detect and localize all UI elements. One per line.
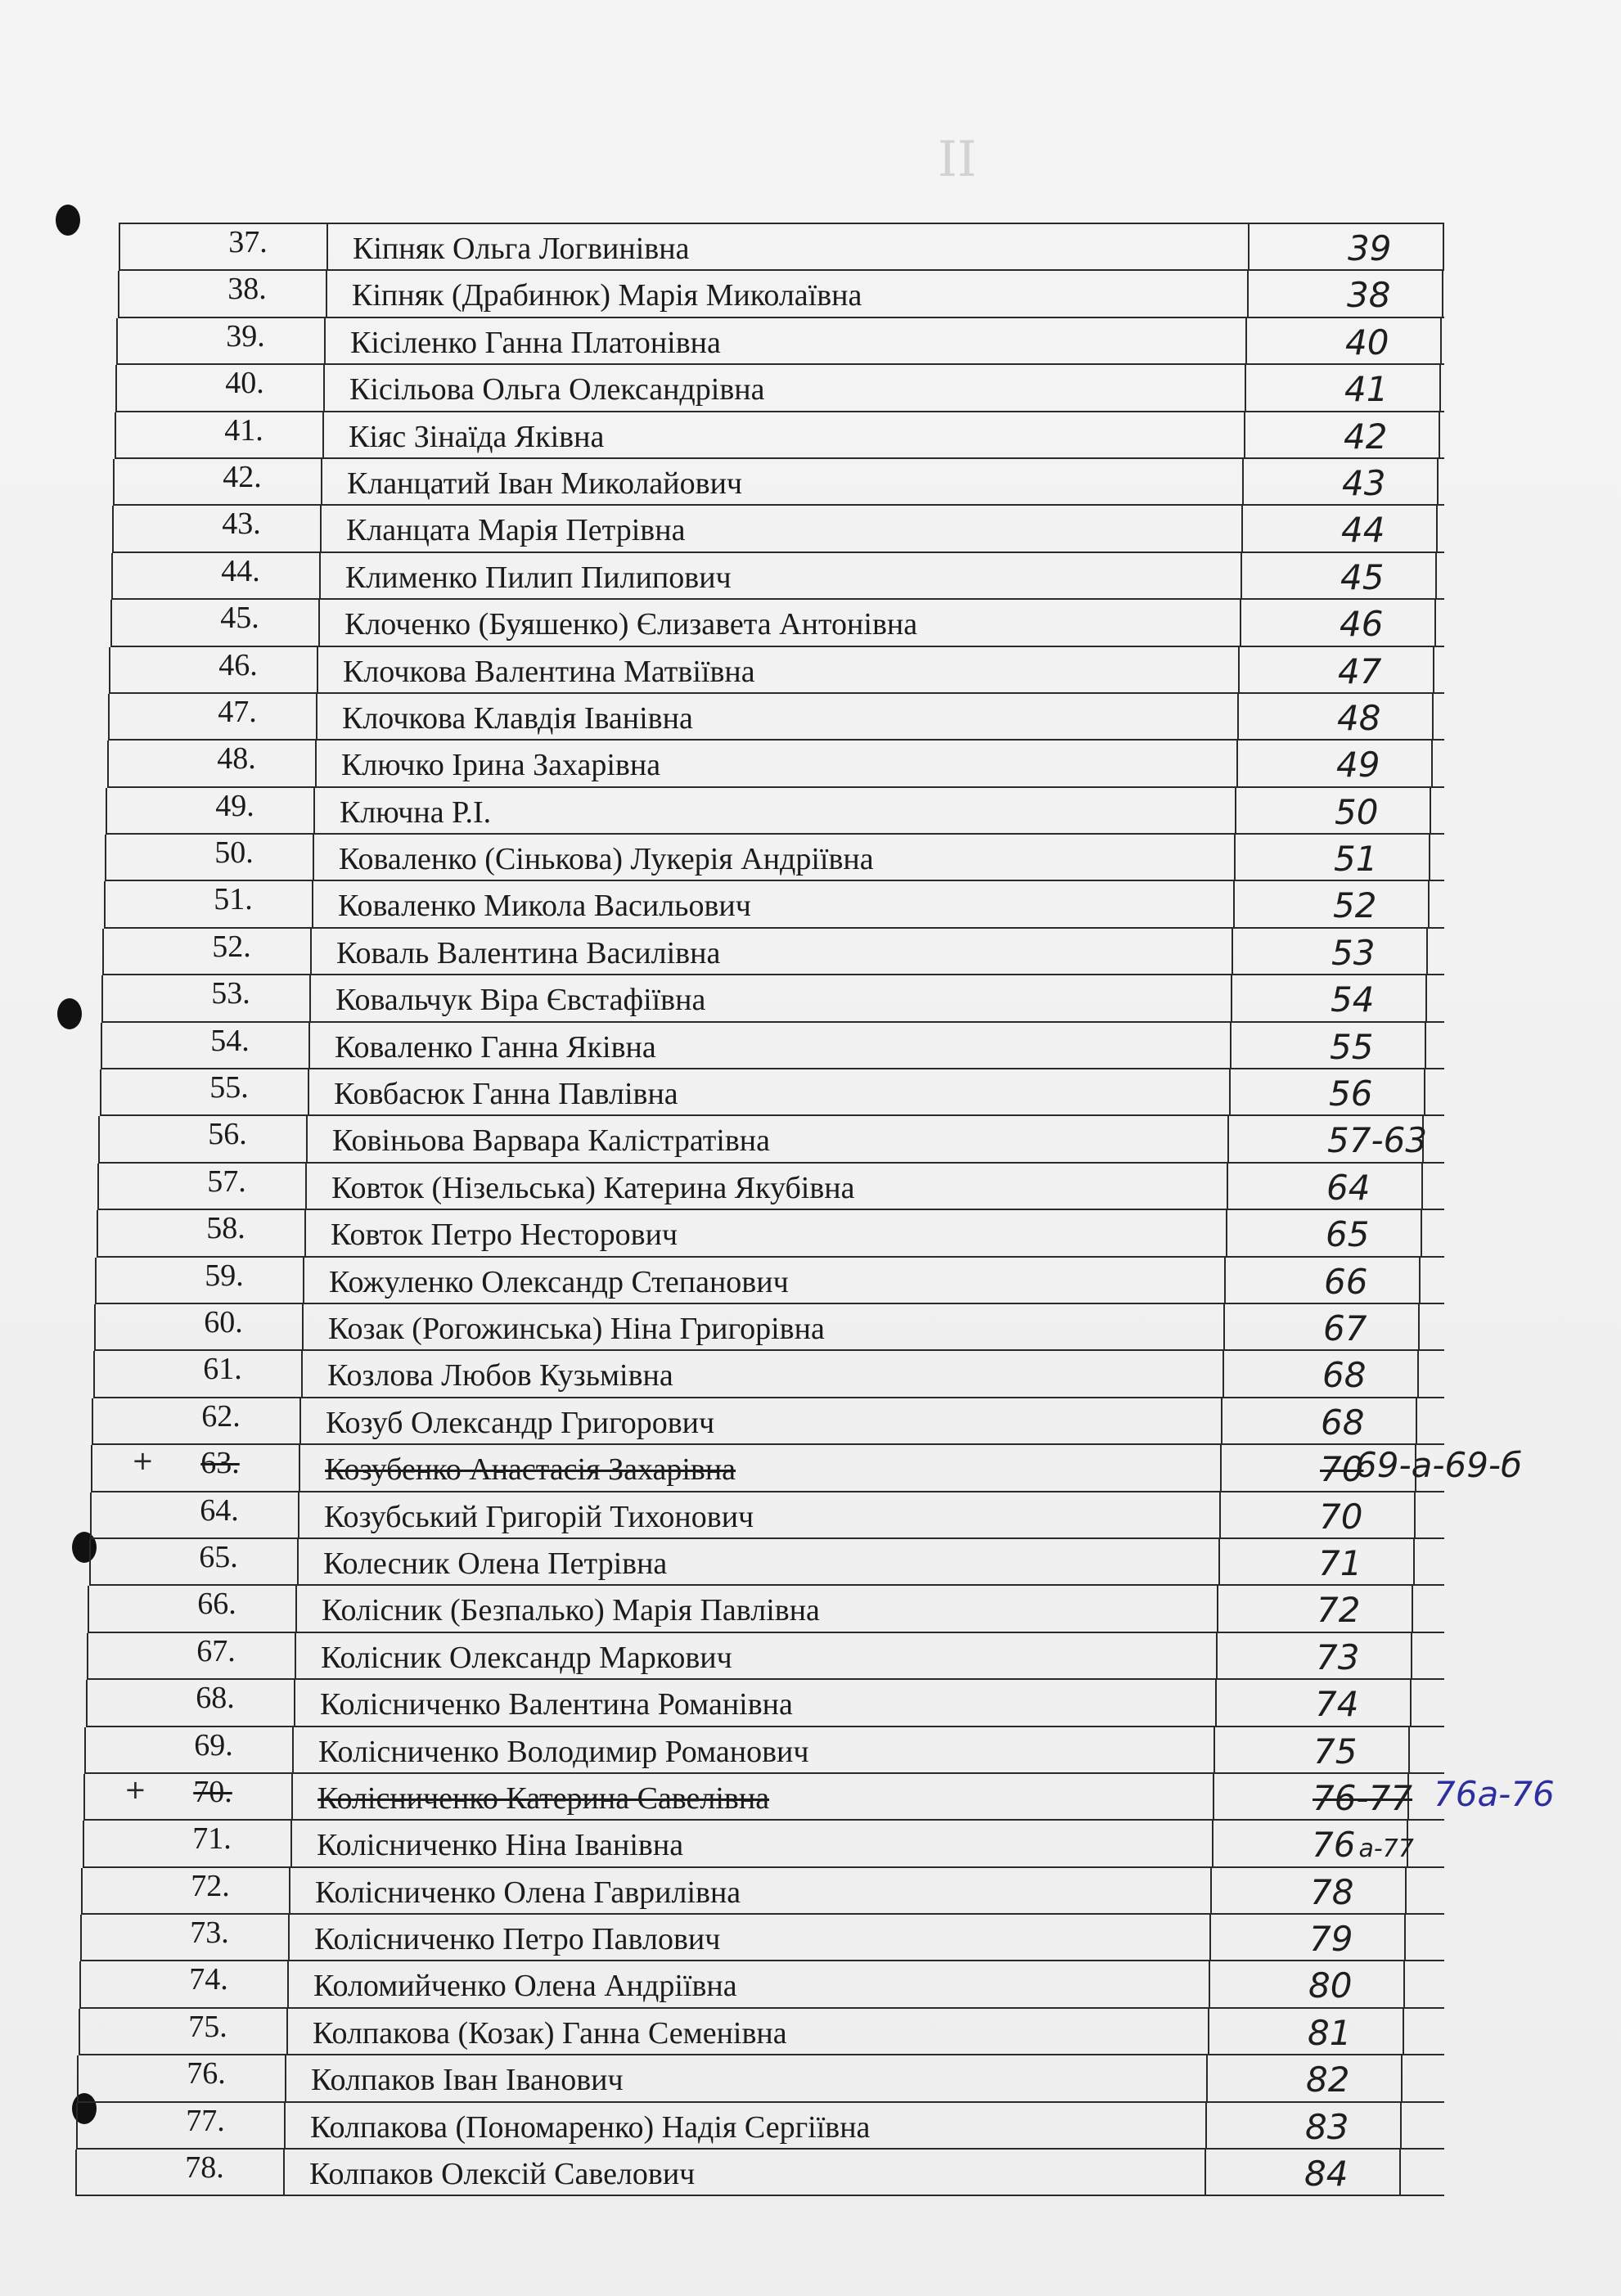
row-number: 78. <box>75 2150 285 2195</box>
table-row <box>98 1116 1444 1163</box>
person-name: Кланцата Марія Петрівна <box>322 506 1243 551</box>
page-value: 55 <box>1330 1026 1374 1067</box>
person-name: Ковбасюк Ганна Павлівна <box>309 1069 1231 1114</box>
person-name: Клименко Пилип Пилипович <box>321 553 1242 598</box>
person-name: Козубенко Анастасія Захарівна <box>300 1445 1222 1490</box>
page-number <box>1208 2055 1403 2100</box>
plus-mark: + <box>124 1773 146 1805</box>
page-value: 78 <box>1310 1871 1354 1912</box>
table-row <box>107 741 1444 787</box>
page-number <box>1245 412 1440 457</box>
row-number: 73. <box>80 1915 290 1960</box>
page-number <box>1206 2150 1401 2195</box>
table-row <box>79 2009 1444 2055</box>
row-number: 52. <box>102 929 312 974</box>
table-row <box>76 2103 1444 2150</box>
page-value: 42 <box>1344 416 1388 457</box>
page-number <box>1244 459 1439 504</box>
page-number <box>1232 1023 1426 1068</box>
page-number <box>1238 741 1433 786</box>
table-row <box>83 1773 1555 1821</box>
table-row <box>100 1069 1444 1116</box>
page-value: 67 <box>1323 1308 1367 1348</box>
row-number: 56. <box>98 1116 308 1161</box>
page-value: 43 <box>1342 462 1386 503</box>
row-number: 65. <box>89 1539 299 1584</box>
person-name: Колісниченко Петро Павлович <box>290 1915 1211 1960</box>
row-number: 59. <box>95 1258 304 1303</box>
handwritten-note: 76а-76 <box>1434 1773 1555 1814</box>
table-row <box>115 412 1444 459</box>
punch-hole <box>56 205 80 236</box>
row-number: 69. <box>84 1727 294 1772</box>
page-value: 72 <box>1317 1590 1361 1631</box>
page-number <box>1250 224 1444 269</box>
person-name: Коваленко Микола Васильович <box>313 881 1235 926</box>
page-value: 70 <box>1319 1496 1363 1537</box>
page-value: 83 <box>1305 2106 1349 2147</box>
table-row <box>86 1680 1444 1727</box>
person-name: Колісниченко Олена Гаврилівна <box>290 1868 1212 1913</box>
page-value: 82 <box>1306 2060 1350 2100</box>
page-number <box>1207 2103 1402 2148</box>
page-value: 54 <box>1331 979 1375 1020</box>
page-value: 52 <box>1333 885 1377 926</box>
page-number <box>1228 1164 1423 1209</box>
person-name: Коваленко Ганна Яківна <box>310 1023 1232 1068</box>
person-name: Кіпняк (Драбинюк) Марія Миколаївна <box>327 271 1249 316</box>
person-name: Козубський Григорій Тихонович <box>299 1492 1221 1537</box>
table-row <box>119 223 1444 271</box>
page-number <box>1236 788 1431 833</box>
table-row <box>94 1304 1444 1351</box>
page-number <box>1247 318 1442 363</box>
person-name: Колпаков Іван Іванович <box>286 2055 1208 2100</box>
row-number: 71. <box>83 1821 292 1866</box>
row-number: 39. <box>116 318 326 363</box>
table-row <box>105 835 1444 881</box>
person-name: Ковальчук Віра Євстафіївна <box>311 975 1232 1020</box>
page-number <box>1209 2009 1404 2054</box>
table-row <box>88 1586 1444 1632</box>
row-number: 37. <box>119 224 328 269</box>
plus-mark: + <box>132 1445 154 1477</box>
page-number <box>1227 1210 1422 1255</box>
table-row <box>110 600 1444 646</box>
page-value: 65 <box>1326 1214 1370 1255</box>
person-name: Кіяс Зінаїда Яківна <box>324 412 1245 457</box>
page-number <box>1226 1258 1421 1303</box>
row-number: 62. <box>92 1398 301 1443</box>
page-value: 76 <box>1312 1825 1356 1866</box>
person-name: Ковток (Нізельська) Катерина Якубівна <box>307 1164 1228 1209</box>
page-number <box>1242 553 1437 598</box>
page-value: 68 <box>1321 1402 1365 1443</box>
page-number <box>1223 1398 1417 1443</box>
page-number <box>1229 1116 1428 1161</box>
page-value: 57-63 <box>1327 1120 1428 1161</box>
row-number: 45. <box>110 600 320 645</box>
table-row <box>89 1539 1444 1586</box>
page-value: 84 <box>1304 2154 1349 2195</box>
page-number <box>1212 1868 1407 1913</box>
table-row <box>118 271 1444 317</box>
table-row <box>84 1727 1444 1774</box>
table-row <box>108 694 1444 741</box>
page-number <box>1240 647 1434 692</box>
page-value: 64 <box>1326 1167 1371 1208</box>
page-number <box>1210 1961 1405 2006</box>
table-row <box>75 2150 1444 2196</box>
person-name: Клоченко (Буяшенко) Єлизавета Антонівна <box>320 600 1241 645</box>
page-value: 68 <box>1322 1355 1367 1396</box>
register-table <box>119 223 1555 2196</box>
page-value: 53 <box>1331 932 1376 973</box>
table-row <box>97 1164 1444 1210</box>
person-name: Ключко Ірина Захарівна <box>317 741 1238 786</box>
table-row <box>101 975 1444 1022</box>
table-row <box>93 1351 1444 1398</box>
person-name: Колісниченко Валентина Романівна <box>295 1680 1217 1725</box>
page-value: 75 <box>1313 1731 1358 1772</box>
table-row <box>115 365 1444 412</box>
row-number: 46. <box>109 647 318 692</box>
page-value: 46 <box>1340 604 1384 645</box>
table-row <box>106 788 1444 835</box>
page-number <box>1211 1915 1406 1960</box>
page-value: 79 <box>1309 1919 1353 1960</box>
person-name: Кісільова Ольга Олександрівна <box>325 365 1246 410</box>
page-number <box>1224 1351 1419 1396</box>
table-row <box>102 929 1444 975</box>
row-number: 53. <box>101 975 311 1020</box>
page-number <box>1239 694 1434 739</box>
punch-hole <box>57 998 82 1029</box>
table-row <box>104 881 1444 928</box>
table-row <box>92 1398 1444 1445</box>
row-number: 38. <box>118 271 327 316</box>
person-name: Колесник Олена Петрівна <box>299 1539 1220 1584</box>
row-number: 76. <box>77 2055 286 2100</box>
page-value: 71 <box>1318 1542 1362 1583</box>
page-number <box>1215 1727 1410 1772</box>
person-name: Коломийченко Олена Андріївна <box>289 1961 1210 2006</box>
table-row <box>87 1633 1444 1680</box>
page-value: 74 <box>1315 1684 1359 1725</box>
row-number: 48. <box>107 741 317 786</box>
page-value: 44 <box>1341 510 1385 551</box>
page-number <box>1243 506 1438 551</box>
page-value: 56 <box>1329 1074 1373 1114</box>
row-number: 63. <box>91 1445 300 1490</box>
page-number <box>1221 1492 1416 1537</box>
page-value: 51 <box>1334 839 1378 880</box>
page-number <box>1231 1069 1425 1114</box>
row-number: 74. <box>79 1961 289 2006</box>
table-row <box>112 506 1444 552</box>
person-name: Колпакова (Пономаренко) Надія Сергіївна <box>286 2103 1207 2148</box>
table-row <box>81 1868 1444 1915</box>
table-row <box>113 459 1444 506</box>
row-number: 61. <box>93 1351 303 1396</box>
page-value: 45 <box>1340 556 1385 597</box>
person-name: Коваль Валентина Василівна <box>312 929 1233 974</box>
table-row <box>90 1492 1444 1539</box>
table-row <box>79 1961 1444 2008</box>
row-number: 66. <box>88 1586 297 1631</box>
person-name: Колпаков Олексій Савелович <box>285 2150 1206 2195</box>
page-number <box>1225 1304 1420 1349</box>
row-number: 70. <box>83 1774 293 1819</box>
page-number <box>1236 835 1430 880</box>
person-name: Колісниченко Катерина Савелівна <box>293 1774 1214 1819</box>
table-row <box>111 553 1444 600</box>
page-number <box>1232 975 1427 1020</box>
person-name: Кіпняк Ольга Логвинівна <box>328 224 1250 269</box>
page-value: 66 <box>1324 1261 1368 1302</box>
row-number: 57. <box>97 1164 307 1209</box>
person-name: Козлова Любов Кузьмівна <box>303 1351 1224 1396</box>
page-number <box>1233 929 1428 974</box>
row-number: 60. <box>94 1304 304 1349</box>
row-number: 47. <box>108 694 317 739</box>
page-annotation: а-77 <box>1358 1835 1414 1864</box>
row-number: 55. <box>100 1069 309 1114</box>
row-number: 77. <box>76 2103 286 2148</box>
page-number <box>1246 365 1441 410</box>
page-number <box>1249 271 1443 316</box>
page-number <box>1241 600 1436 645</box>
page-value: 73 <box>1316 1636 1360 1677</box>
person-name: Козак (Рогожинська) Ніна Григорівна <box>304 1304 1225 1349</box>
row-number: 44. <box>111 553 321 598</box>
person-name: Ключна Р.І. <box>315 788 1236 833</box>
table-row <box>95 1258 1444 1304</box>
page-number <box>1214 1774 1413 1819</box>
page-value: 81 <box>1308 2012 1352 2053</box>
handwritten-note: 69-а-69-б <box>1355 1445 1522 1486</box>
person-name: Колісниченко Володимир Романович <box>294 1727 1215 1772</box>
page-number <box>1220 1539 1415 1584</box>
row-number: 75. <box>79 2009 288 2054</box>
row-number: 67. <box>87 1633 296 1678</box>
person-name: Клочкова Валентина Матвіївна <box>318 647 1240 692</box>
table-row <box>77 2055 1444 2102</box>
row-number: 64. <box>90 1492 299 1537</box>
archive-mark: II <box>938 131 977 188</box>
person-name: Ковіньова Варвара Калістратівна <box>308 1116 1229 1161</box>
row-number: 40. <box>115 365 325 410</box>
row-number: 54. <box>101 1023 310 1068</box>
row-number: 49. <box>106 788 315 833</box>
row-number: 72. <box>81 1868 290 1913</box>
page-value: 38 <box>1347 275 1391 316</box>
page-value: 50 <box>1335 791 1379 832</box>
page-number <box>1218 1633 1412 1678</box>
page-value: 40 <box>1345 322 1389 362</box>
person-name: Колісник (Безпалько) Марія Павлівна <box>297 1586 1218 1631</box>
row-number: 68. <box>86 1680 295 1725</box>
person-name: Колісник Олександр Маркович <box>296 1633 1218 1678</box>
person-name: Коваленко (Сінькова) Лукерія Андріївна <box>314 835 1236 880</box>
page-value: 39 <box>1348 228 1392 268</box>
table-row <box>91 1445 1522 1492</box>
page-number <box>1213 1821 1414 1866</box>
page-value: 70 <box>1320 1449 1364 1490</box>
table-row <box>116 318 1444 365</box>
page-value: 48 <box>1337 697 1381 738</box>
page-number <box>1218 1586 1413 1631</box>
page-value: 47 <box>1338 651 1382 691</box>
row-number: 58. <box>97 1210 306 1255</box>
table-row <box>80 1915 1444 1961</box>
table-row <box>101 1023 1444 1069</box>
person-name: Кісіленко Ганна Платонівна <box>326 318 1247 363</box>
person-name: Козуб Олександр Григорович <box>301 1398 1223 1443</box>
page-number <box>1235 881 1430 926</box>
person-name: Колісниченко Ніна Іванівна <box>292 1821 1213 1866</box>
row-number: 50. <box>105 835 314 880</box>
row-number: 43. <box>112 506 322 551</box>
row-number: 42. <box>113 459 322 504</box>
row-number: 41. <box>115 412 324 457</box>
row-number: 51. <box>104 881 313 926</box>
table-row <box>97 1210 1444 1257</box>
table-row <box>109 647 1444 694</box>
page-value: 80 <box>1308 1965 1353 2006</box>
table-row <box>83 1821 1444 1867</box>
page-number <box>1217 1680 1412 1725</box>
page-value: 76-77 <box>1313 1777 1413 1818</box>
person-name: Колпакова (Козак) Ганна Семенівна <box>288 2009 1209 2054</box>
person-name: Ковток Петро Несторович <box>306 1210 1227 1255</box>
person-name: Клочкова Клавдія Іванівна <box>317 694 1239 739</box>
person-name: Кланцатий Іван Миколайович <box>322 459 1244 504</box>
page-value: 41 <box>1344 369 1389 410</box>
page-value: 49 <box>1336 745 1380 786</box>
person-name: Кожуленко Олександр Степанович <box>304 1258 1226 1303</box>
